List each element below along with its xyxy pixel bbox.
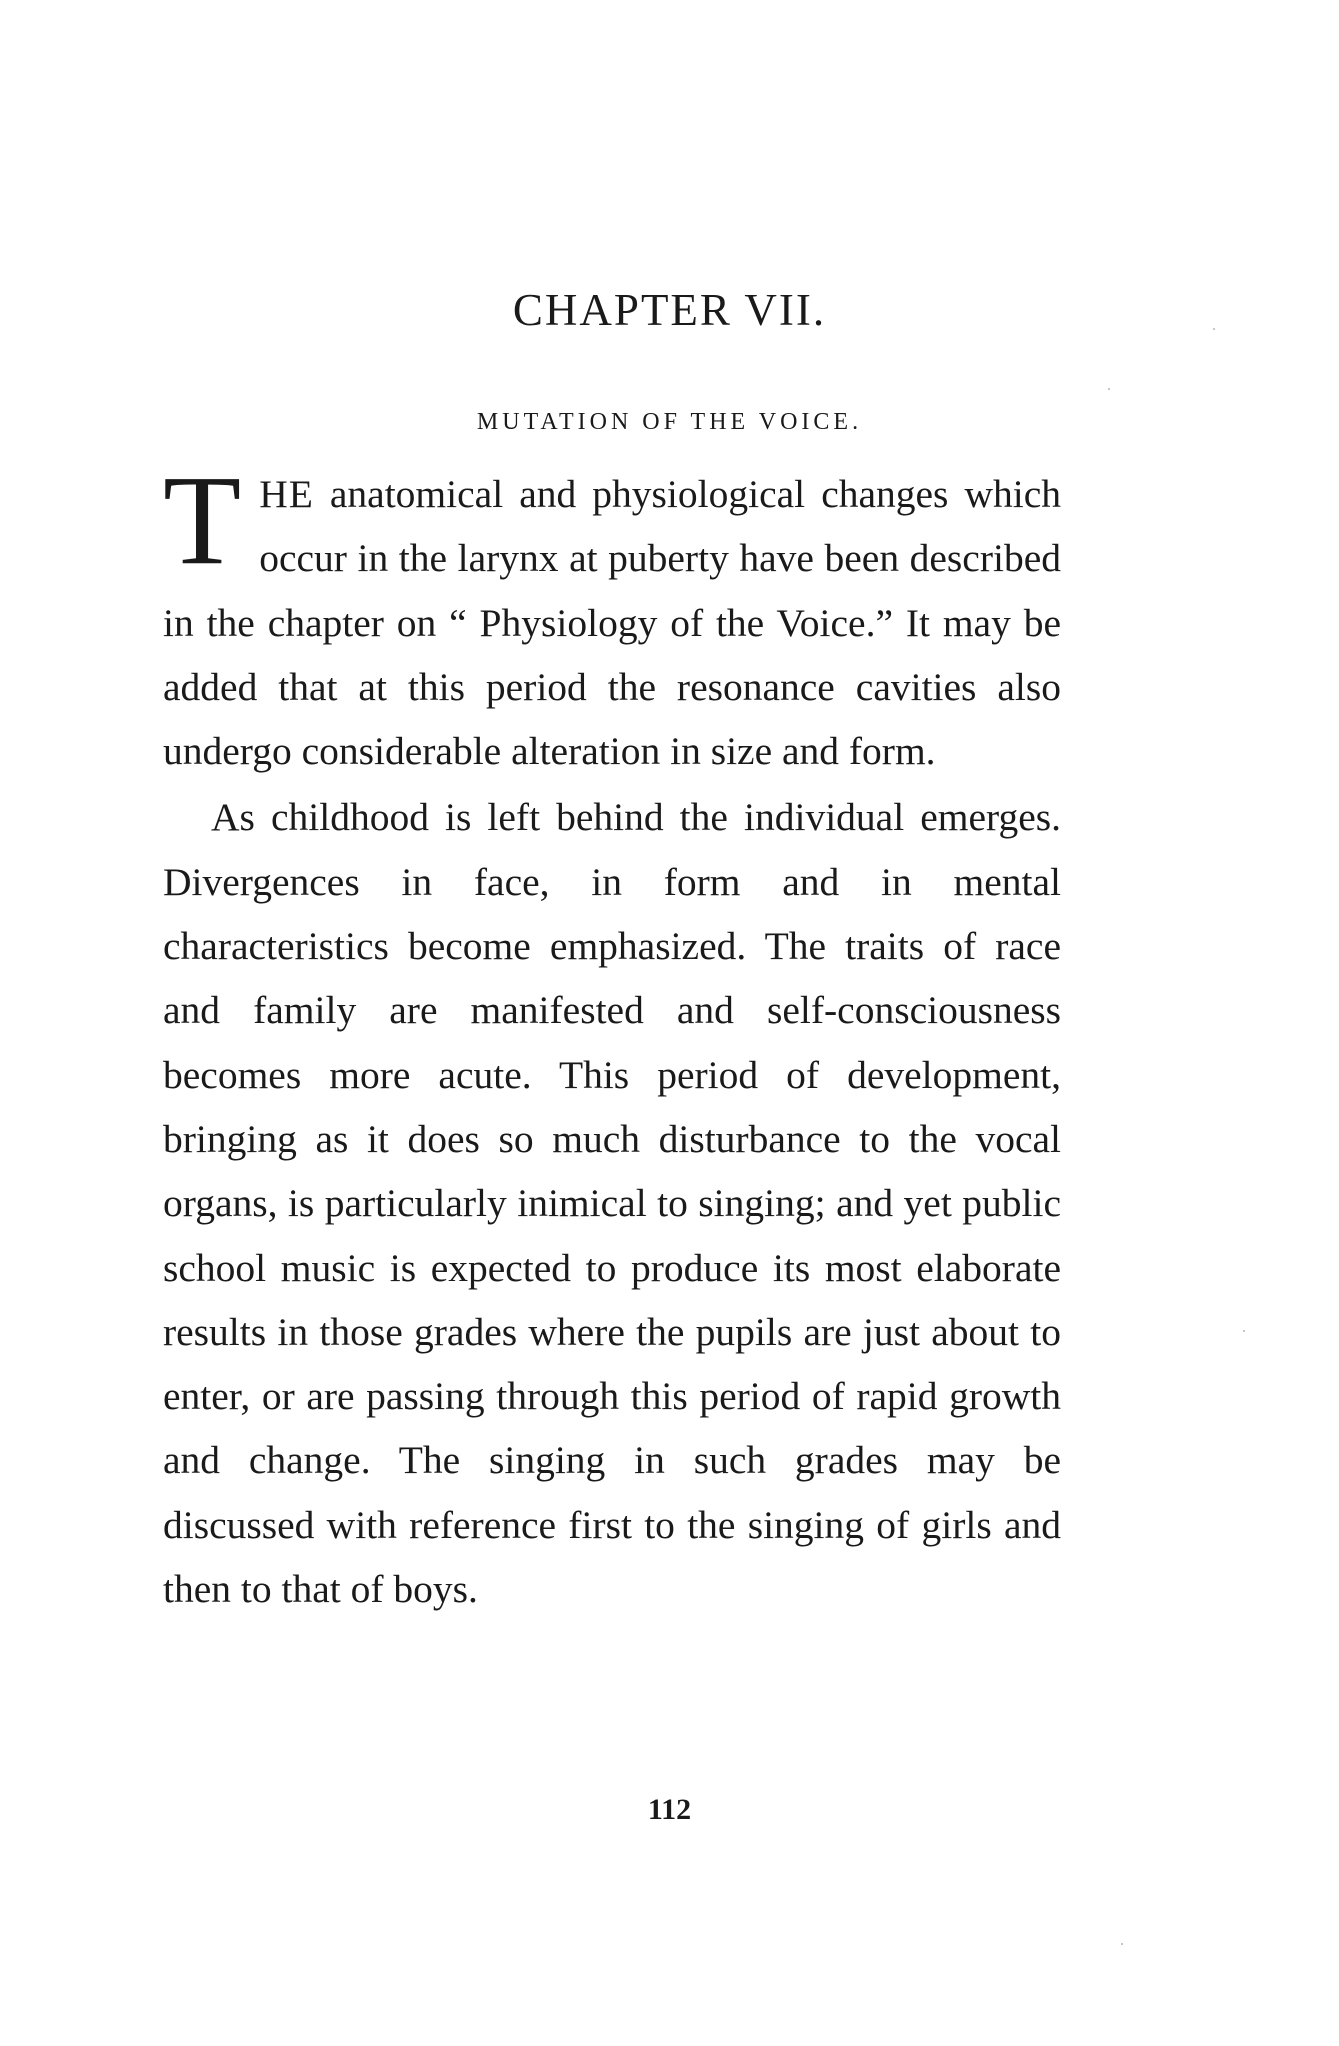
- page-number: 112: [647, 1793, 692, 1826]
- paper-speck: [1213, 328, 1215, 330]
- chapter-heading: CHAPTER VII.: [512, 285, 827, 335]
- paragraph-2: As childhood is left behind the individual emerges. Divergences in face, in form and in mental characteristics become emphasized. The traits of race and family are manifested and self-consciousness becomes more acute. This period of development, bringing as it does so much disturbance to the vocal organs, is particularly inimical to singing; and yet public school music is expected to produce its most elaborate results in those grades where the pupils are just about to enter, or are passing through this period of rapid growth and change. The singing in such grades may be discussed with reference first to the singing of girls and then to that of boys.: [163, 795, 1061, 1612]
- paper-speck: [1108, 388, 1110, 390]
- paragraph-1: [163, 449, 1061, 783]
- paper-speck: [1121, 1943, 1123, 1945]
- paragraph-1-text: anatomical and physiological changes which occur in the larynx at puberty have been described in the chapter on “ Physiology of the Voice.” It may be added that at this period the resonance cavities also undergo considerable alteration in size and form.: [163, 472, 1061, 774]
- lead-caps: HE: [259, 472, 314, 516]
- chapter-subtitle: MUTATION OF THE VOICE.: [476, 409, 863, 435]
- chapter-body: [163, 449, 1061, 1621]
- paper-speck: [1243, 1330, 1245, 1332]
- drop-cap: T: [163, 449, 242, 591]
